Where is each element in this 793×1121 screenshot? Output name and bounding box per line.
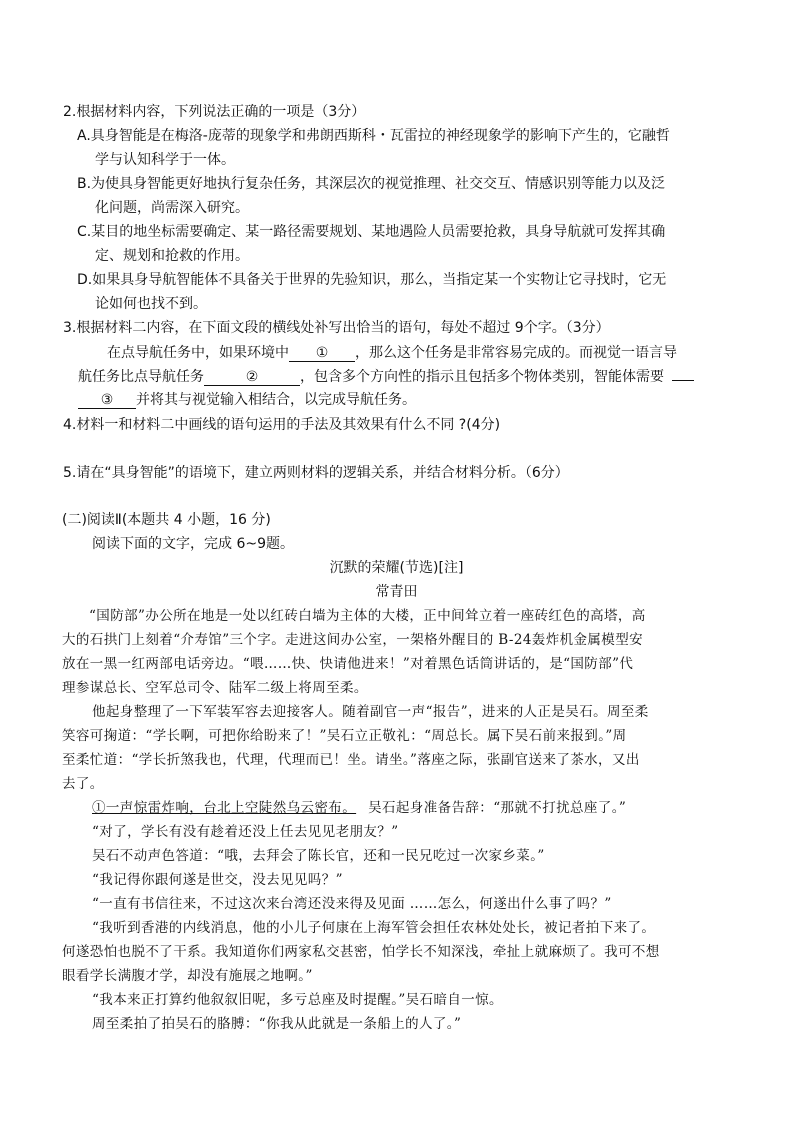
story-paragraph-line: 笑容可掬道：“学长啊，可把你给盼来了！”吴石立正敬礼：“周总长。属下吴石前来报到。”周	[62, 728, 627, 744]
story-paragraph-line	[92, 799, 626, 817]
answer-blank-3[interactable]: ③	[78, 392, 136, 409]
story-paragraph-line: 吴石不动声色答道：“哦，去拜会了陈长官，还和一民兄吃过一次家乡菜。”	[92, 848, 545, 864]
story-title: 沉默的荣耀(节选)[注]	[329, 560, 464, 576]
story-paragraph-line: 眼看学长满腹才学，却没有施展之地啊。”	[62, 968, 313, 984]
answer-blank-1[interactable]: ①	[289, 345, 355, 362]
q2-option-b-line2: 化问题，尚需深入研究。	[95, 200, 249, 216]
q3-text: 航任务比点导航任务	[78, 369, 204, 385]
story-author: 常青田	[375, 584, 418, 600]
story-paragraph-line: 周至柔拍了拍吴石的胳膊：“你我从此就是一条船上的人了。”	[92, 1016, 462, 1032]
q2-option-a-line2: 学与认知科学于一体。	[95, 152, 235, 168]
story-paragraph-line: “我听到香港的内线消息，他的小儿子何康在上海军管会担任农林处处长，被记者拍下来了。	[92, 920, 656, 936]
q2-option-c-line2: 定、规划和抢救的作用。	[95, 248, 249, 264]
story-paragraph-line: 去了。	[62, 776, 104, 792]
q2-stem: 2.根据材料内容，下列说法正确的一项是（3分）	[63, 104, 366, 120]
story-paragraph-line: 理参谋总长、空军总司令、陆军二级上将周至柔。	[62, 680, 368, 696]
q2-option-b-line1: B.为使具身智能更好地执行复杂任务，其深层次的视觉推理、社交交互、情感识别等能力以及泛	[77, 176, 666, 192]
story-paragraph-line: “我记得你跟何遂是世交，没去见见吗？”	[92, 872, 343, 888]
story-paragraph-line: 至柔忙道：“学长折煞我也，代理，代理而已！坐。请坐。”落座之际，张副官送来了茶水，又出	[62, 752, 640, 768]
q4-stem: 4.材料一和材料二中画线的语句运用的手法及其效果有什么不同 ?(4分)	[63, 417, 501, 433]
q3-passage-line1	[107, 344, 677, 362]
q3-text: ，那么这个任务是非常容易完成的。而视觉一语言导	[355, 345, 677, 361]
section-instruction: 阅读下面的文字，完成 6~9题。	[92, 536, 294, 552]
section-heading: (二)阅读Ⅱ(本题共 4 小题，16 分)	[62, 512, 271, 528]
q3-passage-line2	[78, 368, 694, 386]
q2-option-d-line1: D.如果具身导航智能体不具备关于世界的先验知识，那么，当指定某一个实物让它寻找时，它无	[77, 272, 667, 288]
q5-stem: 5.请在“具身智能”的语境下，建立两则材料的逻辑关系，并结合材料分析。（6分）	[63, 465, 569, 481]
q3-text: 并将其与视觉输入相结合，以完成导航任务。	[136, 392, 416, 408]
story-paragraph-line: 他起身整理了一下军装军容去迎接客人。随着副官一声“报告”，进来的人正是吴石。周至柔	[92, 704, 649, 720]
story-paragraph-line: 大的石拱门上刻着“介寿馆”三个字。走进这间办公室，一架格外醒目的 B-24轰炸机金属模型安	[62, 632, 644, 648]
q3-stem: 3.根据材料二内容，在下面文段的横线处补写出恰当的语句，每处不超过 9个字。（3分）	[63, 320, 610, 336]
story-text: 吴石起身准备告辞：“那就不打扰总座了。”	[368, 800, 627, 816]
story-paragraph-line: 何遂恐怕也脱不了干系。我知道你们两家私交甚密，怕学长不知深浅，牵扯上就麻烦了。我可不想	[62, 944, 660, 960]
story-paragraph-line: “国防部”办公所在地是一处以红砖白墙为主体的大楼，正中间耸立着一座砖红色的高塔，高	[89, 608, 646, 624]
q2-option-a-line1: A.具身智能是在梅洛-庞蒂的现象学和弗朗西斯科・瓦雷拉的神经现象学的影响下产生的，它融哲	[77, 128, 670, 144]
story-paragraph-line: “对了，学长有没有趁着还没上任去见见老朋友？”	[92, 824, 399, 840]
q3-passage-line3	[78, 391, 416, 409]
q3-text: ，包含多个方向性的指示且包括多个物体类别，智能体需要	[300, 369, 664, 385]
underlined-sentence: ①一声惊雷炸响，台北上空陡然乌云密布。	[92, 800, 357, 816]
answer-blank-3-start[interactable]	[672, 380, 694, 381]
answer-blank-2[interactable]: ②	[204, 369, 300, 386]
q2-option-d-line2: 论如何也找不到。	[95, 296, 207, 312]
story-paragraph-line: 放在一黑一红两部电话旁边。“喂……快、快请他进来！”对着黑色话筒讲话的，是“国防部”代	[62, 656, 634, 672]
q2-option-c-line1: C.某目的地坐标需要确定、某一路径需要规划、某地遇险人员需要抢救，具身导航就可发挥其确	[77, 224, 666, 240]
story-paragraph-line: “我本来正打算约他叙叙旧呢，多亏总座及时提醒。”吴石暗自一惊。	[92, 992, 503, 1008]
story-paragraph-line: “一直有书信往来，不过这次来台湾还没来得及见面 ……怎么，何遂出什么事了吗？”	[92, 896, 612, 912]
q3-text: 在点导航任务中，如果环境中	[107, 345, 289, 361]
